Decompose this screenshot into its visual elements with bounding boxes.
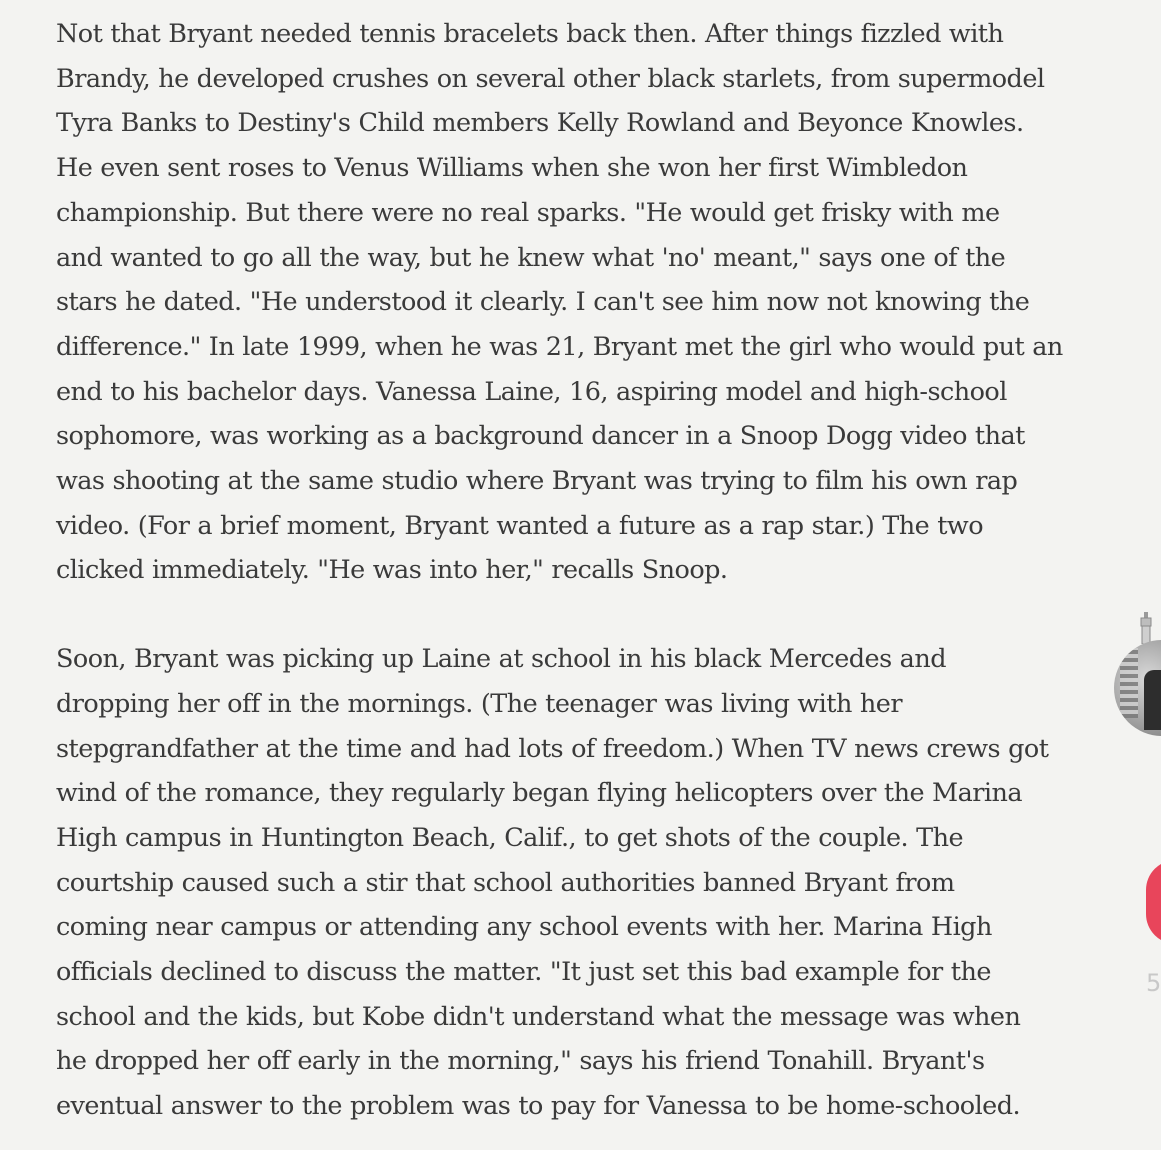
article-paragraph-2: Soon, Bryant was picking up Laine at school in his black Mercedes and dropping her off in the mornings. (The teenager was living with her stepgrandfather at the time and had lots of freedom.) When TV news crews got wind of the romance, they regularly began flying helicopters over the Marina High campus in Huntington Beach, Calif., to get shots of the couple. The courtship caused such a stir that school authorities banned Bryant from coming near campus or attending any school events with her. Marina High officials declined to discuss the matter. "It just set this bad example for the school and the kids, but Kobe didn't understand what the message was when he dropped her off early in the morning," says his friend Tonahill. Bryant's eventual answer to the problem was to pay for Vanessa to be home-schooled.	[56, 644, 1049, 1122]
avatar-image-detail	[1120, 648, 1138, 718]
article-body	[56, 12, 1146, 1129]
side-count-label: 5	[1146, 969, 1161, 997]
avatar-image-figure	[1144, 670, 1161, 730]
like-button[interactable]	[1146, 860, 1161, 944]
article-paragraph-1: Not that Bryant needed tennis bracelets back then. After things fizzled with Brandy, he developed crushes on several other black starlets, from supermodel Tyra Banks to Destiny's Child members Kelly Rowland and Beyonce Knowles. He even sent roses to Venus Williams when she won her first Wimbledon championship. But there were no real sparks. "He would get frisky with me and wanted to go all the way, but he knew what 'no' meant," says one of the stars he dated. "He understood it clearly. I can't see him now not knowing the difference." In late 1999, when he was 21, Bryant met the girl who would put an end to his bachelor days. Vanessa Laine, 16, aspiring model and high-school sophomore, was working as a background dancer in a Snoop Dogg video that was shooting at the same studio where Bryant was trying to film his own rap video. (For a brief moment, Bryant wanted a future as a rap star.) The two clicked immediately. "He was into her," recalls Snoop.	[56, 19, 1063, 586]
tower-icon	[1138, 612, 1154, 644]
